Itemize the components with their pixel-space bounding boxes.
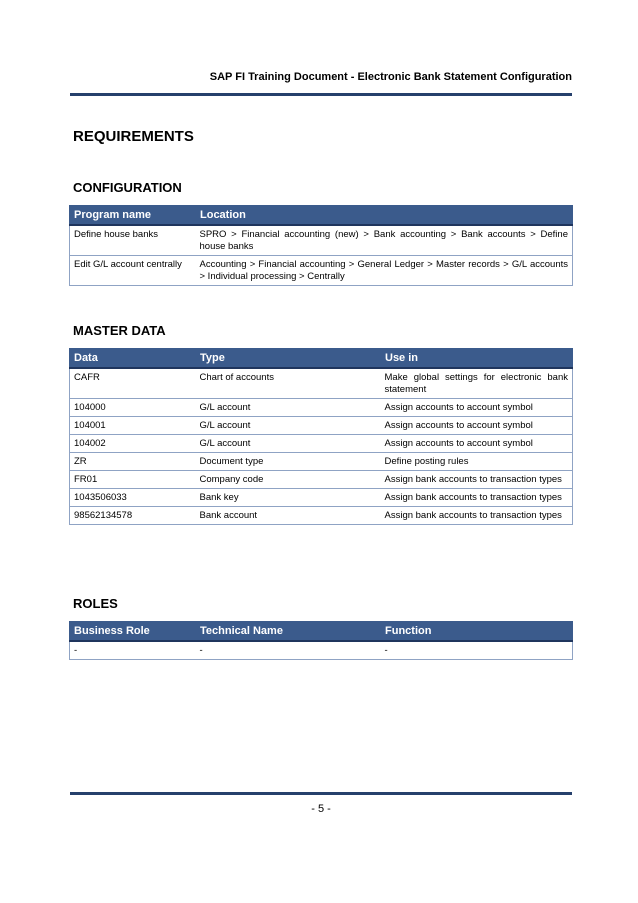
document-header-title: SAP FI Training Document - Electronic Bank Statement Configuration (209, 71, 572, 83)
table-row (70, 453, 573, 471)
business-role-cell: - (70, 641, 196, 660)
table-header-row (70, 348, 573, 368)
data-cell: 104000 (70, 399, 196, 417)
roles-heading: ROLES (73, 596, 118, 611)
program-name-cell: Define house banks (70, 225, 196, 256)
type-cell: G/L account (196, 435, 381, 453)
type-cell: G/L account (196, 399, 381, 417)
column-header: Business Role (70, 621, 196, 641)
configuration-table (69, 205, 573, 286)
table-header-row (70, 205, 573, 225)
table-row (70, 641, 573, 660)
use-in-cell: Assign bank accounts to transaction types (381, 489, 573, 507)
header-rule (70, 93, 572, 96)
roles-table (69, 621, 573, 660)
use-in-cell: Make global settings for electronic bank statement (381, 368, 573, 399)
column-header: Use in (381, 348, 573, 368)
table-row (70, 489, 573, 507)
column-header: Data (70, 348, 196, 368)
column-header: Function (381, 621, 573, 641)
table-row (70, 435, 573, 453)
table-row (70, 507, 573, 525)
type-cell: Company code (196, 471, 381, 489)
data-cell: 104001 (70, 417, 196, 435)
column-header: Program name (70, 205, 196, 225)
column-header: Type (196, 348, 381, 368)
table-row (70, 368, 573, 399)
use-in-cell: Assign bank accounts to transaction types (381, 471, 573, 489)
master-data-heading: MASTER DATA (73, 323, 166, 338)
column-header: Technical Name (196, 621, 381, 641)
data-cell: 98562134578 (70, 507, 196, 525)
column-header: Location (196, 205, 573, 225)
master-data-table (69, 348, 573, 525)
page-number: - 5 - (311, 803, 331, 815)
use-in-cell: Assign accounts to account symbol (381, 399, 573, 417)
table-row (70, 471, 573, 489)
table-row (70, 256, 573, 286)
location-cell: SPRO > Financial accounting (new) > Bank accounting > Bank accounts > Define house banks (196, 225, 573, 256)
configuration-heading: CONFIGURATION (73, 180, 182, 195)
type-cell: Bank account (196, 507, 381, 525)
data-cell: 1043506033 (70, 489, 196, 507)
function-cell: - (381, 641, 573, 660)
use-in-cell: Assign bank accounts to transaction types (381, 507, 573, 525)
type-cell: G/L account (196, 417, 381, 435)
data-cell: ZR (70, 453, 196, 471)
type-cell: Document type (196, 453, 381, 471)
type-cell: Bank key (196, 489, 381, 507)
technical-name-cell: - (196, 641, 381, 660)
data-cell: FR01 (70, 471, 196, 489)
footer-rule (70, 792, 572, 795)
use-in-cell: Assign accounts to account symbol (381, 435, 573, 453)
table-row (70, 399, 573, 417)
use-in-cell: Define posting rules (381, 453, 573, 471)
requirements-heading: REQUIREMENTS (73, 128, 194, 145)
program-name-cell: Edit G/L account centrally (70, 256, 196, 286)
table-header-row (70, 621, 573, 641)
table-row (70, 417, 573, 435)
type-cell: Chart of accounts (196, 368, 381, 399)
data-cell: CAFR (70, 368, 196, 399)
location-cell: Accounting > Financial accounting > General Ledger > Master records > G/L accounts > Individual processing > Centrally (196, 256, 573, 286)
use-in-cell: Assign accounts to account symbol (381, 417, 573, 435)
data-cell: 104002 (70, 435, 196, 453)
table-row (70, 225, 573, 256)
